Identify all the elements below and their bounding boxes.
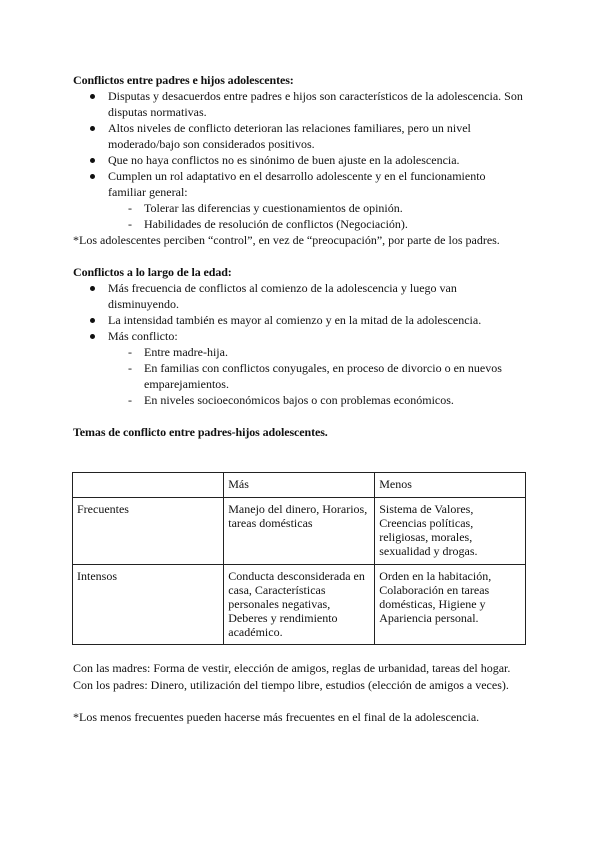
table-header-cell-menos: Menos [375,473,526,498]
bullet-icon [90,94,95,99]
dash-icon: - [128,345,132,359]
bullet-text: familiar general: [108,185,188,199]
cell-text: Creencias políticas, [379,516,474,530]
table-cell-menos [375,565,526,645]
section-heading-conflicts-parents-teens: Conflictos entre padres e hijos adolescentes: [73,73,294,87]
bullet-icon [90,174,95,179]
cell-text: académico. [228,625,283,639]
table-row [73,498,526,565]
cell-text: Sistema de Valores, [379,502,474,516]
table-cell-mas [224,565,375,645]
dash-icon: - [128,217,132,231]
bullet-text: disputas normativas. [108,105,207,119]
cell-text: Orden en la habitación, [379,569,492,583]
bullet-icon [90,286,95,291]
cell-text: domésticas, Higiene y [379,597,486,611]
cell-text: Apariencia personal. [379,611,479,625]
bullet-text: disminuyendo. [108,297,179,311]
conflict-topics-table [72,472,526,645]
bullet-text: Cumplen un rol adaptativo en el desarrollo adolescente y en el funcionamiento [108,169,486,183]
table-cell-mas [224,498,375,565]
bullet-icon [90,126,95,131]
dash-icon: - [128,361,132,375]
table-header-cell-mas: Más [224,473,375,498]
cell-text: religiosas, morales, [379,530,473,544]
section-heading-conflicts-over-age: Conflictos a lo largo de la edad: [73,265,232,279]
subitem-text: Habilidades de resolución de conflictos (Negociación). [144,217,408,231]
bullet-icon [90,318,95,323]
subitem-text: emparejamientos. [144,377,229,391]
subitem-text: En niveles socioeconómicos bajos o con problemas económicos. [144,393,454,407]
fathers-topics-text: Con los padres: Dinero, utilización del tiempo libre, estudios (elección de amigos a veces). [73,678,509,692]
dash-icon: - [128,393,132,407]
cell-text: tareas domésticas [228,516,313,530]
section-heading-conflict-topics: Temas de conflicto entre padres-hijos adolescentes. [73,425,328,439]
bullet-icon [90,158,95,163]
cell-text: Deberes y rendimiento [228,611,338,625]
bullet-text: moderado/bajo son considerados positivos. [108,137,315,151]
table-header-row [73,473,526,498]
bullet-icon [90,334,95,339]
bullet-text: Disputas y desacuerdos entre padres e hijos son característicos de la adolescencia. Son [108,89,523,103]
cell-text: Conducta desconsiderada en [228,569,365,583]
bullet-text: La intensidad también es mayor al comienzo y en la mitad de la adolescencia. [108,313,482,327]
row-label-cell: Frecuentes [73,498,224,565]
bullet-text: Más frecuencia de conflictos al comienzo de la adolescencia y luego van [108,281,457,295]
cell-text: casa, Características [228,583,326,597]
row-label-cell: Intensos [73,565,224,645]
note-text: *Los menos frecuentes pueden hacerse más frecuentes en el final de la adolescencia. [73,710,480,724]
bullet-text: Altos niveles de conflicto deterioran las relaciones familiares, pero un nivel [108,121,471,135]
table-header-cell [73,473,224,498]
subitem-text: En familias con conflictos conyugales, en proceso de divorcio o en nuevos [144,361,502,375]
dash-icon: - [128,201,132,215]
subitem-text: Entre madre-hija. [144,345,228,359]
cell-text: Colaboración en tareas [379,583,490,597]
cell-text: sexualidad y drogas. [379,544,478,558]
bullet-text: Más conflicto: [108,329,178,343]
note-text: *Los adolescentes perciben “control”, en vez de “preocupación”, por parte de los padres. [73,233,500,247]
table-row [73,565,526,645]
cell-text: personales negativas, [228,597,331,611]
mothers-topics-text: Con las madres: Forma de vestir, elección de amigos, reglas de urbanidad, tareas del hogar. [73,661,511,675]
cell-text: Manejo del dinero, Horarios, [228,502,368,516]
bullet-text: Que no haya conflictos no es sinónimo de buen ajuste en la adolescencia. [108,153,460,167]
subitem-text: Tolerar las diferencias y cuestionamientos de opinión. [144,201,403,215]
table-cell-menos [375,498,526,565]
